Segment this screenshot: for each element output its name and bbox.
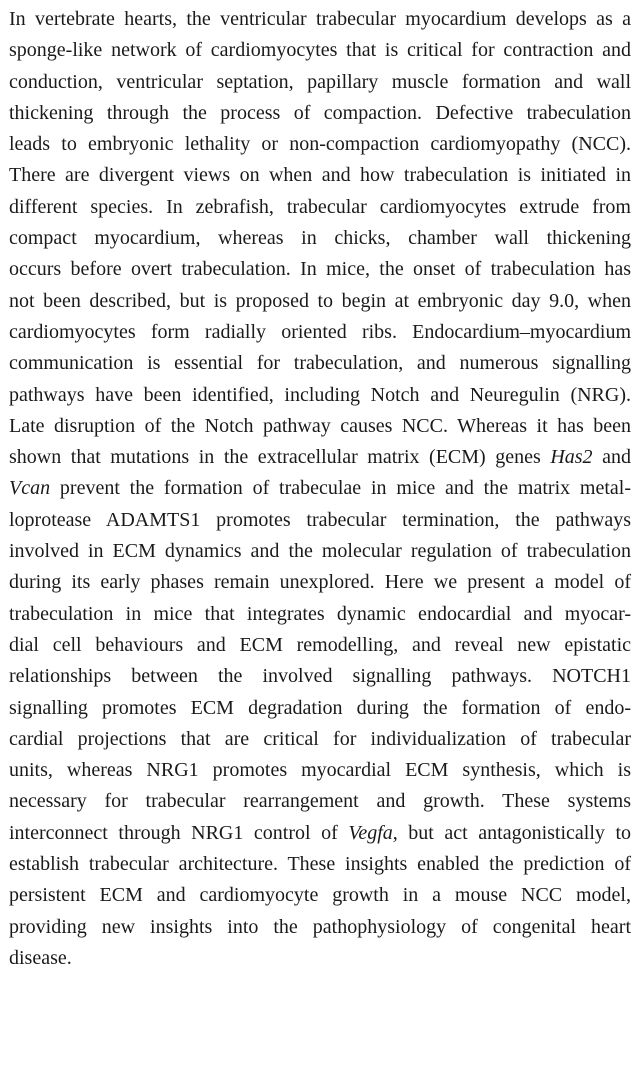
text-line: necessary for trabecular rearrangement and growth. These systems bbox=[9, 790, 631, 813]
text-segment: , but act antagonistically to bbox=[392, 821, 632, 844]
text-segment: prevent the formation of trabeculae in mice and the matrix metal- bbox=[59, 477, 632, 500]
text-line-vcan bbox=[9, 473, 631, 504]
text-line-final: disease. bbox=[9, 946, 72, 969]
text-line: Late disruption of the Notch pathway causes NCC. Whereas it has been bbox=[9, 414, 631, 437]
text-line: units, whereas NRG1 promotes myocardial ECM synthesis, which is bbox=[9, 759, 631, 782]
text-segment: and bbox=[592, 446, 631, 469]
text-line: different species. In zebrafish, trabecular cardiomyocytes extrude from bbox=[9, 195, 631, 218]
text-line: cardiomyocytes form radially oriented ribs. Endocardium–myocardium bbox=[9, 320, 631, 343]
text-line: pathways have been identified, including Notch and Neuregulin (NRG). bbox=[9, 383, 631, 406]
text-line: during its early phases remain unexplored. Here we present a model of bbox=[9, 571, 631, 594]
text-line: signalling promotes ECM degradation during the formation of endo- bbox=[9, 696, 631, 719]
text-line-vegfa bbox=[9, 818, 631, 849]
text-line: communication is essential for trabeculation, and numerous signalling bbox=[9, 352, 631, 375]
text-line: compact myocardium, whereas in chicks, chamber wall thickening bbox=[9, 227, 631, 250]
text-line: relationships between the involved signalling pathways. NOTCH1 bbox=[9, 665, 631, 688]
text-line: establish trabecular architecture. These insights enabled the prediction of bbox=[9, 853, 631, 876]
text-line: conduction, ventricular septation, papillary muscle formation and wall bbox=[9, 70, 631, 93]
text-line-has2 bbox=[9, 442, 631, 473]
text-line: persistent ECM and cardiomyocyte growth in a mouse NCC model, bbox=[9, 884, 631, 907]
text-line: thickening through the process of compaction. Defective trabeculation bbox=[9, 101, 631, 124]
text-line: dial cell behaviours and ECM remodelling, and reveal new epistatic bbox=[9, 633, 631, 656]
gene-name-vegfa: Vegfa bbox=[348, 821, 393, 844]
gene-name-has2: Has2 bbox=[550, 446, 593, 469]
text-line: cardial projections that are critical for individualization of trabecular bbox=[9, 727, 631, 750]
gene-name-vcan: Vcan bbox=[9, 477, 51, 500]
text-line: providing new insights into the pathophysiology of congenital heart bbox=[9, 915, 631, 938]
text-line: loprotease ADAMTS1 promotes trabecular termination, the pathways bbox=[9, 508, 631, 531]
abstract-paragraph bbox=[9, 4, 631, 974]
text-line: In vertebrate hearts, the ventricular trabecular myocardium develops as a bbox=[9, 8, 631, 30]
text-line: involved in ECM dynamics and the molecular regulation of trabeculation bbox=[9, 540, 631, 563]
text-segment: shown that mutations in the extracellular matrix (ECM) genes bbox=[9, 446, 551, 469]
text-line: trabeculation in mice that integrates dynamic endocardial and myocar- bbox=[9, 602, 631, 625]
text-line: leads to embryonic lethality or non-compaction cardiomyopathy (NCC). bbox=[9, 133, 631, 156]
text-line: not been described, but is proposed to begin at embryonic day 9.0, when bbox=[9, 289, 631, 312]
text-line: sponge-like network of cardiomyocytes that is critical for contraction and bbox=[9, 39, 631, 62]
text-line: There are divergent views on when and how trabeculation is initiated in bbox=[9, 164, 631, 187]
text-segment: interconnect through NRG1 control of bbox=[9, 821, 349, 844]
text-line: occurs before overt trabeculation. In mice, the onset of trabeculation has bbox=[9, 258, 631, 281]
